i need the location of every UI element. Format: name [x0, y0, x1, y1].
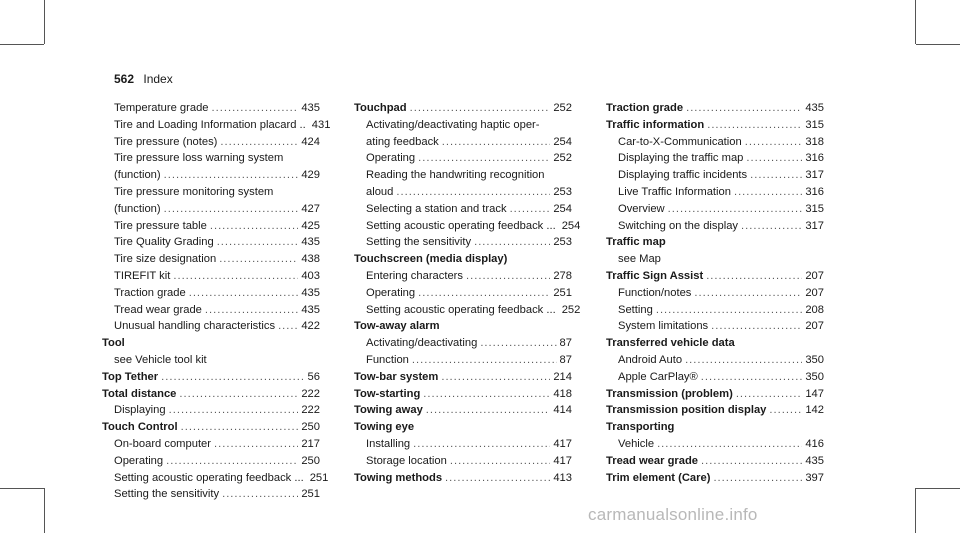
index-entry	[102, 386, 320, 403]
dot-leader	[412, 352, 557, 369]
dot-leader	[668, 201, 803, 218]
entry-label: aloud	[366, 185, 394, 198]
page-reference: 350	[805, 370, 824, 383]
entry-label: Traction grade	[606, 102, 684, 114]
index-entry	[102, 335, 320, 352]
page-reference: 316	[805, 152, 824, 165]
entry-label: Total distance	[102, 387, 177, 400]
index-subentry	[102, 486, 320, 503]
page-reference: 250	[301, 454, 320, 467]
page-reference: 207	[805, 286, 824, 299]
entry-label: Transporting	[606, 421, 675, 434]
page-reference: 425	[301, 219, 320, 232]
index-subentry	[102, 201, 320, 218]
page-reference: 435	[301, 286, 320, 299]
index-subentry	[354, 453, 572, 470]
page-reference: 435	[805, 454, 824, 467]
entry-label: Tool	[102, 337, 125, 350]
index-subentry	[102, 134, 320, 151]
page-reference: 435	[805, 102, 824, 114]
dot-leader	[657, 436, 802, 453]
index-subentry	[354, 201, 572, 218]
dot-leader	[219, 251, 298, 268]
entry-label: Car-to-X-Communication	[618, 135, 742, 148]
dot-leader	[686, 100, 802, 117]
index-entry	[354, 470, 572, 487]
dot-leader	[413, 436, 550, 453]
dot-leader	[181, 419, 299, 436]
dot-leader	[685, 352, 802, 369]
index-subentry	[102, 234, 320, 251]
page-reference: 254	[553, 202, 572, 215]
dot-leader	[442, 134, 551, 151]
entry-label: Tread wear grade	[114, 303, 202, 316]
page-reference: 435	[301, 236, 320, 249]
index-subentry	[102, 302, 320, 319]
dot-leader	[205, 302, 298, 319]
index-subentry	[354, 117, 572, 134]
crop-mark	[0, 488, 44, 489]
index-entry	[606, 117, 824, 134]
entry-label: Setting acoustic operating feedback ...	[366, 303, 556, 316]
index-column-3	[606, 100, 824, 486]
page-reference: 208	[805, 303, 824, 316]
dot-leader	[214, 436, 298, 453]
index-subentry	[606, 201, 824, 218]
dot-leader	[210, 218, 298, 235]
crop-mark	[916, 488, 960, 489]
entry-label: Setting acoustic operating feedback ...	[366, 219, 556, 232]
crop-mark	[0, 44, 44, 45]
entry-label: Operating	[114, 454, 164, 467]
page-reference: 253	[553, 185, 572, 198]
index-subentry	[102, 453, 320, 470]
index-entry	[606, 234, 824, 251]
index-subentry	[102, 117, 331, 134]
dot-leader	[217, 234, 299, 251]
dot-leader	[745, 134, 803, 151]
entry-label: On-board computer	[114, 437, 212, 450]
dot-leader	[445, 470, 550, 487]
page-reference: 317	[805, 169, 824, 182]
index-subentry	[606, 352, 824, 369]
page-reference: 254	[561, 219, 581, 232]
dot-leader	[179, 386, 298, 403]
crop-mark	[915, 488, 916, 533]
dot-leader	[707, 117, 802, 134]
index-subentry	[102, 184, 320, 201]
entry-label: Live Traffic Information	[618, 185, 731, 198]
index-entry	[354, 386, 572, 403]
dot-leader	[701, 453, 802, 470]
index-subentry	[354, 352, 572, 369]
page-reference: 87	[559, 353, 572, 366]
entry-label: Setting	[618, 303, 653, 316]
dot-leader	[694, 285, 802, 302]
entry-label: Tire size designation	[114, 253, 217, 266]
entry-label: Touch Control	[102, 421, 178, 434]
page-reference: 414	[553, 404, 572, 417]
index-subentry	[102, 167, 320, 184]
index-entry	[606, 268, 824, 285]
entry-label: Towing eye	[354, 421, 415, 434]
page-reference: 438	[301, 253, 320, 266]
page-reference: 222	[301, 387, 320, 400]
entry-label: Overview	[618, 202, 665, 215]
dot-leader	[426, 402, 551, 419]
index-subentry	[102, 352, 320, 369]
index-subentry	[606, 218, 824, 235]
dot-leader	[222, 486, 298, 503]
dot-leader	[164, 201, 299, 218]
page-reference: 317	[805, 219, 824, 232]
entry-label: Displaying the traffic map	[618, 152, 744, 165]
index-entry	[606, 419, 824, 436]
dot-leader	[441, 369, 550, 386]
dot-leader	[769, 402, 802, 419]
entry-label: Displaying	[114, 404, 166, 417]
dot-leader	[212, 100, 299, 117]
page-reference: 316	[805, 185, 824, 198]
index-subentry	[606, 134, 824, 151]
entry-label: Traffic map	[606, 236, 666, 249]
page-reference: 418	[553, 387, 572, 400]
page-reference: 56	[307, 370, 320, 383]
dot-leader	[418, 285, 550, 302]
entry-label: Tire and Loading Information placard ..	[114, 118, 306, 131]
dot-leader	[173, 268, 298, 285]
index-subentry	[606, 167, 824, 184]
dot-leader	[220, 134, 298, 151]
dot-leader	[423, 386, 550, 403]
page-reference: 422	[301, 320, 320, 333]
entry-label: Setting the sensitivity	[114, 488, 220, 501]
dot-leader	[164, 167, 299, 184]
index-subentry	[102, 436, 320, 453]
index-entry	[606, 386, 824, 403]
page-reference: 222	[301, 404, 320, 417]
index-entry	[606, 470, 824, 487]
index-subentry	[102, 218, 320, 235]
crop-mark	[44, 488, 45, 533]
dot-leader	[713, 470, 802, 487]
dot-leader	[474, 234, 550, 251]
entry-label: Traction grade	[114, 286, 186, 299]
entry-label: ating feedback	[366, 135, 439, 148]
index-subentry	[354, 234, 572, 251]
index-entry	[606, 335, 824, 352]
entry-label: Tow-away alarm	[354, 320, 440, 333]
entry-label: Trim element (Care)	[606, 471, 711, 484]
entry-label: Vehicle	[618, 437, 655, 450]
entry-label: Temperature grade	[114, 102, 209, 114]
index-entry	[102, 369, 320, 386]
index-subentry	[354, 436, 572, 453]
page-reference: 251	[301, 488, 320, 501]
watermark: carmanualsonline.info	[588, 505, 758, 524]
page-reference: 435	[301, 102, 320, 114]
index-subentry	[102, 402, 320, 419]
entry-label: Transferred vehicle data	[606, 337, 735, 350]
index-subentry	[102, 470, 329, 487]
entry-label: Transmission (problem)	[606, 387, 733, 400]
index-entry	[102, 419, 320, 436]
dot-leader	[750, 167, 802, 184]
index-entry	[606, 453, 824, 470]
page-reference: 142	[805, 404, 824, 417]
crop-mark	[44, 0, 45, 44]
entry-label: see Vehicle tool kit	[114, 353, 207, 366]
dot-leader	[510, 201, 551, 218]
page-reference: 416	[805, 437, 824, 450]
dot-leader	[169, 402, 299, 419]
page-reference: 252	[553, 152, 572, 165]
entry-label: Top Tether	[102, 370, 159, 383]
entry-label: Unusual handling characteristics	[114, 320, 276, 333]
dot-leader	[711, 318, 802, 335]
index-subentry	[606, 285, 824, 302]
dot-leader	[189, 285, 299, 302]
index-entry	[354, 369, 572, 386]
entry-label: (function)	[114, 169, 161, 182]
page-reference: 251	[553, 286, 572, 299]
entry-label: Tread wear grade	[606, 454, 699, 467]
page-reference: 318	[805, 135, 824, 148]
dot-leader	[734, 184, 802, 201]
crop-mark	[916, 44, 960, 45]
index-column-2	[354, 100, 581, 486]
entry-label: System limitations	[618, 320, 709, 333]
entry-label: Tire pressure table	[114, 219, 207, 232]
dot-leader	[396, 184, 550, 201]
index-subentry	[102, 268, 320, 285]
index-subentry	[354, 302, 581, 319]
page-reference: 253	[553, 236, 572, 249]
entry-label: see Map	[618, 253, 661, 266]
entry-label: TIREFIT kit	[114, 269, 171, 282]
entry-label: Tire pressure loss warning system	[114, 152, 284, 165]
index-subentry	[354, 285, 572, 302]
index-subentry	[606, 150, 824, 167]
page-title: Index	[143, 72, 173, 86]
dot-leader	[278, 318, 298, 335]
entry-label: Tire pressure (notes)	[114, 135, 218, 148]
page-number: 562	[114, 72, 135, 86]
page-reference: 424	[301, 135, 320, 148]
entry-label: (function)	[114, 202, 161, 215]
index-subentry	[606, 436, 824, 453]
index-subentry	[354, 268, 572, 285]
entry-label: Activating/deactivating	[366, 337, 478, 350]
index-subentry	[354, 218, 581, 235]
dot-leader	[418, 150, 550, 167]
index-entry	[606, 402, 824, 419]
page-reference: 350	[805, 353, 824, 366]
page-header	[114, 72, 173, 86]
entry-label: Reading the handwriting recognition	[366, 169, 545, 182]
entry-label: Activating/deactivating haptic oper-	[366, 118, 540, 131]
index-entry	[606, 100, 824, 117]
entry-label: Function/notes	[618, 286, 692, 299]
dot-leader	[161, 369, 304, 386]
entry-label: Tire Quality Grading	[114, 236, 214, 249]
page-reference: 254	[553, 135, 572, 148]
page-reference: 397	[805, 471, 824, 484]
entry-label: Tow-bar system	[354, 370, 439, 383]
page-reference: 147	[805, 387, 824, 400]
index-subentry	[354, 335, 572, 352]
entry-label: Operating	[366, 286, 416, 299]
page-reference: 435	[301, 303, 320, 316]
index-subentry	[102, 100, 320, 117]
index-subentry	[606, 184, 824, 201]
dot-leader	[746, 150, 802, 167]
dot-leader	[736, 386, 803, 403]
index-entry	[354, 100, 572, 117]
entry-label: Displaying traffic incidents	[618, 169, 748, 182]
entry-label: Selecting a station and track	[366, 202, 507, 215]
index-subentry	[102, 251, 320, 268]
page-reference: 252	[561, 303, 581, 316]
entry-label: Setting acoustic operating feedback ...	[114, 471, 304, 484]
page-reference: 207	[805, 269, 824, 282]
page-reference: 427	[301, 202, 320, 215]
index-subentry	[354, 134, 572, 151]
index-subentry	[606, 302, 824, 319]
entry-label: Entering characters	[366, 269, 464, 282]
entry-label: Operating	[366, 152, 416, 165]
index-subentry	[102, 318, 320, 335]
index-subentry	[606, 369, 824, 386]
dot-leader	[480, 335, 556, 352]
entry-label: Towing methods	[354, 471, 443, 484]
page-reference: 250	[301, 421, 320, 434]
entry-label: Traffic information	[606, 118, 705, 131]
dot-leader	[410, 100, 551, 117]
index-subentry	[354, 167, 572, 184]
index-entry	[354, 419, 572, 436]
entry-label: Tire pressure monitoring system	[114, 185, 274, 198]
page-reference: 315	[805, 118, 824, 131]
entry-label: Function	[366, 353, 409, 366]
page-reference: 251	[309, 471, 329, 484]
dot-leader	[741, 218, 802, 235]
page-reference: 214	[553, 370, 572, 383]
dot-leader	[706, 268, 802, 285]
crop-mark	[915, 0, 916, 44]
page-reference: 417	[553, 437, 572, 450]
index-subentry	[354, 150, 572, 167]
page-reference: 207	[805, 320, 824, 333]
index-entry	[354, 402, 572, 419]
index-entry	[354, 251, 572, 268]
page-reference: 217	[301, 437, 320, 450]
page-reference: 87	[559, 337, 572, 350]
entry-label: Storage location	[366, 454, 447, 467]
page-reference: 431	[311, 118, 331, 131]
entry-label: Switching on the display	[618, 219, 739, 232]
entry-label: Installing	[366, 437, 411, 450]
entry-label: Touchscreen (media display)	[354, 253, 508, 266]
entry-label: Towing away	[354, 404, 423, 417]
entry-label: Android Auto	[618, 353, 683, 366]
dot-leader	[656, 302, 802, 319]
page-reference: 417	[553, 454, 572, 467]
dot-leader	[701, 369, 803, 386]
dot-leader	[466, 268, 550, 285]
index-subentry	[606, 251, 824, 268]
index-column-1	[102, 100, 331, 503]
index-entry	[354, 318, 572, 335]
page-reference: 252	[553, 102, 572, 114]
dot-leader	[166, 453, 298, 470]
page-reference: 429	[301, 169, 320, 182]
entry-label: Tow-starting	[354, 387, 421, 400]
entry-label: Apple CarPlay®	[618, 370, 698, 383]
dot-leader	[450, 453, 550, 470]
page-reference: 278	[553, 269, 572, 282]
entry-label: Setting the sensitivity	[366, 236, 472, 249]
entry-label: Touchpad	[354, 102, 407, 114]
index-subentry	[354, 184, 572, 201]
page-reference: 315	[805, 202, 824, 215]
index-subentry	[102, 285, 320, 302]
index-subentry	[102, 150, 320, 167]
page-reference: 403	[301, 269, 320, 282]
index-subentry	[606, 318, 824, 335]
entry-label: Traffic Sign Assist	[606, 269, 704, 282]
entry-label: Transmission position display	[606, 404, 767, 417]
page-reference: 413	[553, 471, 572, 484]
